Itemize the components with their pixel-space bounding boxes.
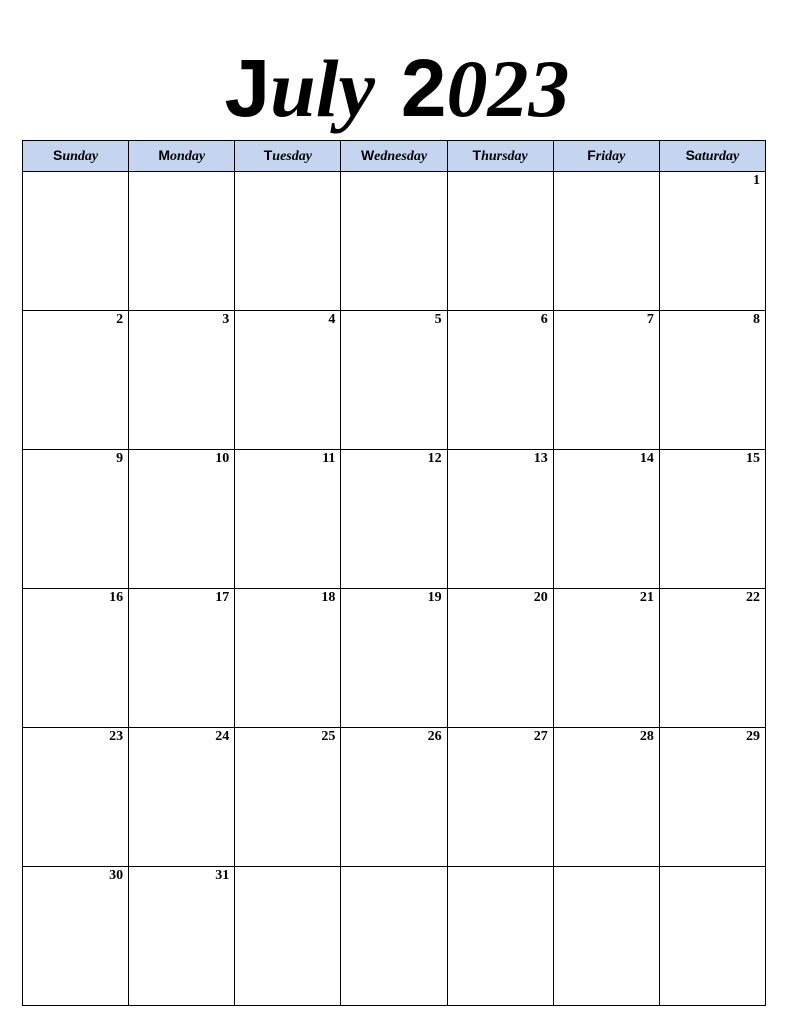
day-cell bbox=[341, 589, 447, 728]
weekday-wednesday: Wednesday bbox=[341, 141, 447, 172]
day-number bbox=[335, 877, 340, 878]
day-number: 5 bbox=[434, 312, 442, 327]
day-number bbox=[548, 877, 553, 878]
day-number bbox=[335, 182, 340, 183]
day-cell bbox=[129, 867, 235, 1006]
day-number bbox=[760, 877, 765, 878]
calendar-grid bbox=[22, 140, 766, 1006]
day-cell bbox=[23, 867, 129, 1006]
weekday-monday: Monday bbox=[129, 141, 235, 172]
week-row bbox=[23, 450, 766, 589]
day-cell bbox=[447, 311, 553, 450]
day-number: 9 bbox=[116, 451, 124, 466]
day-cell bbox=[659, 450, 765, 589]
day-cell bbox=[341, 172, 447, 311]
day-cell bbox=[447, 172, 553, 311]
weekday-friday: Friday bbox=[553, 141, 659, 172]
day-number: 1 bbox=[753, 173, 760, 188]
day-number: 8 bbox=[753, 312, 760, 327]
day-cell bbox=[23, 311, 129, 450]
day-cell bbox=[341, 867, 447, 1006]
day-cell bbox=[553, 589, 659, 728]
week-row bbox=[23, 311, 766, 450]
weekday-saturday: Saturday bbox=[659, 141, 765, 172]
day-cell bbox=[553, 172, 659, 311]
day-cell bbox=[235, 450, 341, 589]
day-number: 16 bbox=[109, 590, 124, 605]
day-cell bbox=[553, 450, 659, 589]
day-number: 25 bbox=[321, 729, 336, 744]
week-row bbox=[23, 172, 766, 311]
day-number: 30 bbox=[109, 868, 124, 883]
title-month-initial: J bbox=[224, 43, 271, 134]
day-cell bbox=[23, 728, 129, 867]
title-year-rest: 023 bbox=[446, 43, 570, 134]
day-cell bbox=[129, 589, 235, 728]
day-number: 22 bbox=[746, 590, 760, 605]
day-number bbox=[123, 182, 128, 183]
day-cell bbox=[447, 589, 553, 728]
weekday-sunday: Sunday bbox=[23, 141, 129, 172]
day-number: 24 bbox=[215, 729, 230, 744]
day-number: 15 bbox=[746, 451, 760, 466]
day-number: 20 bbox=[533, 590, 548, 605]
day-number: 13 bbox=[533, 451, 548, 466]
day-number bbox=[654, 182, 659, 183]
day-cell bbox=[341, 728, 447, 867]
week-row bbox=[23, 867, 766, 1006]
day-number: 10 bbox=[215, 451, 230, 466]
day-number: 31 bbox=[215, 868, 230, 883]
day-number: 6 bbox=[540, 312, 548, 327]
day-cell bbox=[341, 450, 447, 589]
day-cell bbox=[235, 728, 341, 867]
day-number: 17 bbox=[215, 590, 230, 605]
day-cell bbox=[23, 450, 129, 589]
day-cell bbox=[553, 311, 659, 450]
day-cell bbox=[447, 450, 553, 589]
day-cell bbox=[341, 311, 447, 450]
week-row bbox=[23, 728, 766, 867]
day-number: 7 bbox=[646, 312, 654, 327]
weekday-thursday: Thursday bbox=[447, 141, 553, 172]
weekday-tuesday: Tuesday bbox=[235, 141, 341, 172]
day-cell bbox=[235, 172, 341, 311]
day-cell bbox=[659, 311, 765, 450]
day-cell bbox=[659, 589, 765, 728]
title-year-initial: 2 bbox=[400, 43, 447, 134]
day-cell bbox=[23, 172, 129, 311]
day-cell bbox=[235, 867, 341, 1006]
day-number: 12 bbox=[427, 451, 442, 466]
day-number bbox=[548, 182, 553, 183]
day-cell bbox=[129, 450, 235, 589]
day-cell bbox=[23, 589, 129, 728]
day-cell bbox=[447, 867, 553, 1006]
day-number: 11 bbox=[322, 451, 336, 466]
day-number: 3 bbox=[222, 312, 230, 327]
day-cell bbox=[447, 728, 553, 867]
day-cell bbox=[659, 728, 765, 867]
day-number: 23 bbox=[109, 729, 124, 744]
day-cell bbox=[659, 172, 765, 311]
day-number: 21 bbox=[639, 590, 654, 605]
day-cell bbox=[129, 311, 235, 450]
day-number bbox=[229, 182, 234, 183]
day-number: 27 bbox=[533, 729, 548, 744]
day-number: 29 bbox=[746, 729, 760, 744]
day-number bbox=[442, 182, 447, 183]
week-row bbox=[23, 589, 766, 728]
day-number bbox=[654, 877, 659, 878]
day-cell bbox=[553, 867, 659, 1006]
title-month-rest: uly bbox=[270, 43, 375, 134]
calendar-title bbox=[0, 38, 794, 138]
day-number: 2 bbox=[116, 312, 124, 327]
day-number bbox=[442, 877, 447, 878]
day-number: 14 bbox=[639, 451, 654, 466]
day-cell bbox=[129, 172, 235, 311]
day-cell bbox=[553, 728, 659, 867]
day-number: 19 bbox=[427, 590, 442, 605]
day-cell bbox=[235, 311, 341, 450]
day-number: 28 bbox=[639, 729, 654, 744]
day-cell bbox=[129, 728, 235, 867]
day-number: 26 bbox=[427, 729, 442, 744]
day-number: 18 bbox=[321, 590, 336, 605]
day-cell bbox=[235, 589, 341, 728]
weekday-header-row bbox=[23, 141, 766, 172]
day-number: 4 bbox=[328, 312, 336, 327]
day-cell bbox=[659, 867, 765, 1006]
